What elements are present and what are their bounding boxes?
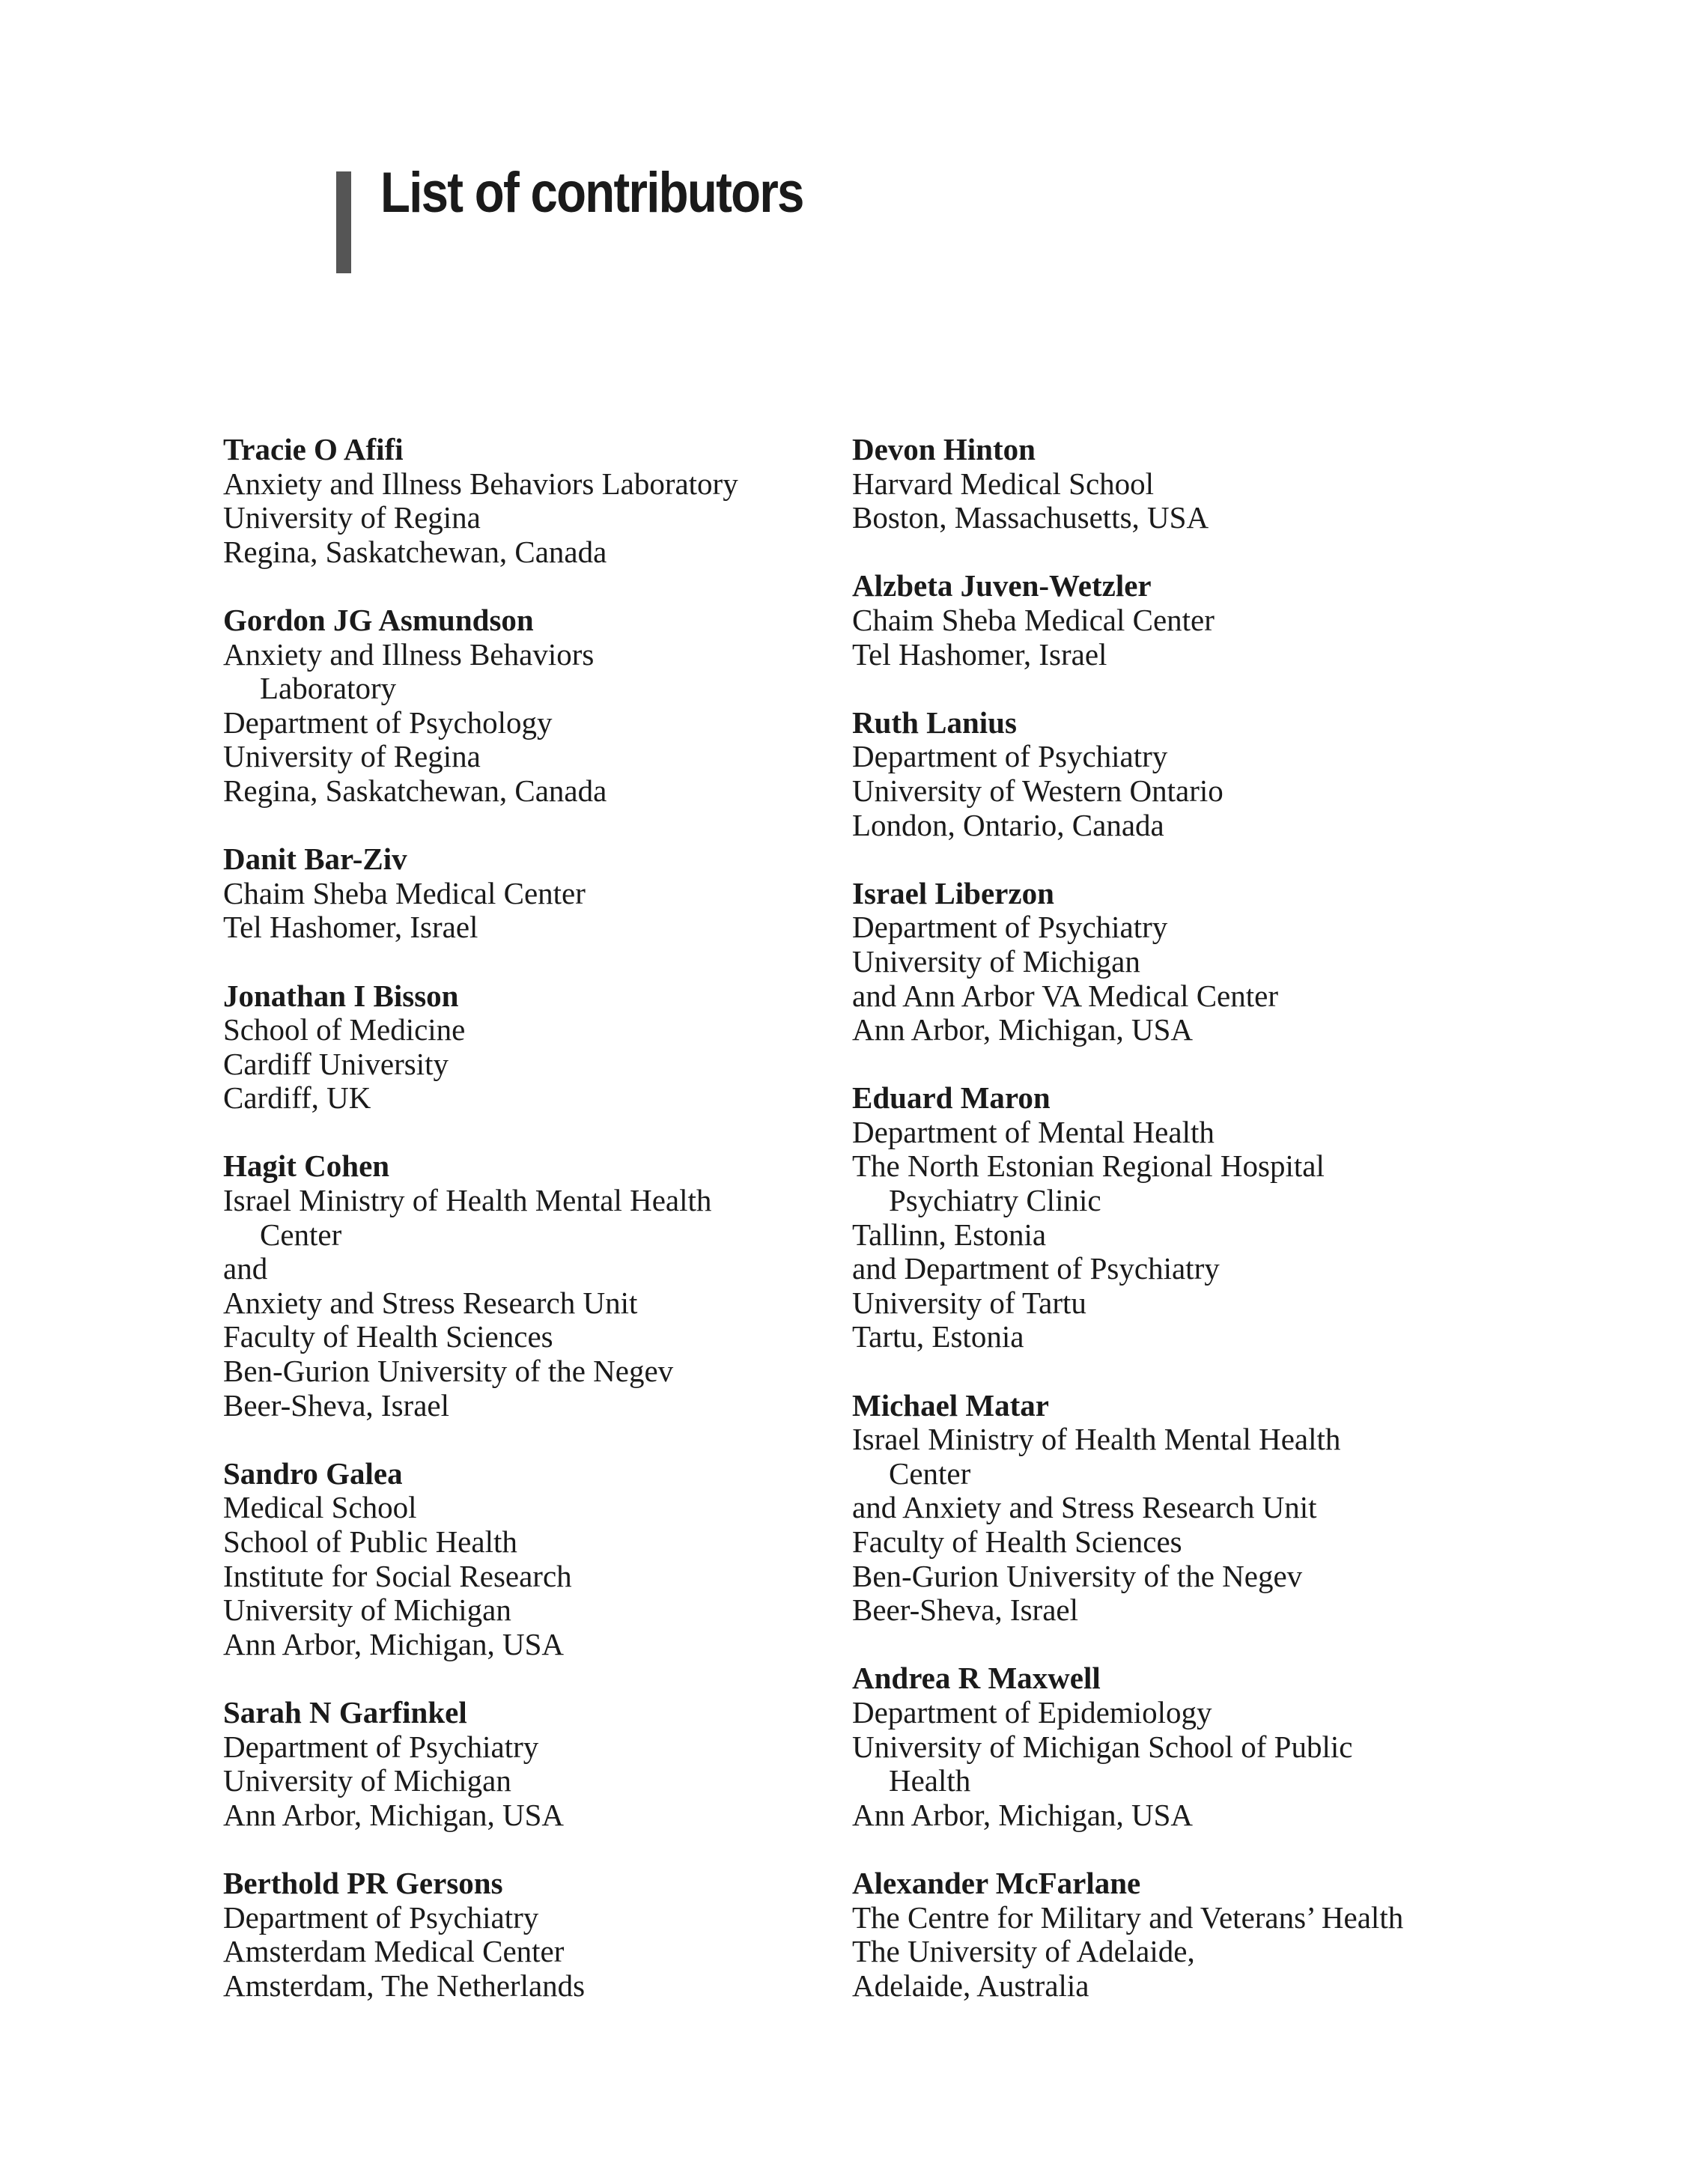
affiliation-line: Department of Psychiatry bbox=[223, 1729, 539, 1764]
contributors-left-column bbox=[223, 433, 792, 2003]
contributor-entry bbox=[852, 1389, 1661, 1628]
contributor-name: Eduard Maron bbox=[852, 1080, 1051, 1116]
affiliation-line: Cardiff University bbox=[223, 1046, 449, 1081]
affiliation-line: London, Ontario, Canada bbox=[852, 807, 1164, 842]
affiliation-line: Regina, Saskatchewan, Canada bbox=[223, 534, 607, 569]
affiliation-line: School of Medicine bbox=[223, 1012, 466, 1047]
affiliation-line: University of Michigan bbox=[223, 1593, 511, 1628]
affiliation-line: Boston, Massachusetts, USA bbox=[852, 500, 1209, 535]
contributor-entry bbox=[223, 1457, 792, 1662]
affiliation-line: Laboratory bbox=[260, 671, 397, 706]
affiliation-line: Ann Arbor, Michigan, USA bbox=[852, 1012, 1194, 1047]
contributor-entry bbox=[223, 1867, 792, 2003]
contributor-entry bbox=[852, 1661, 1661, 1832]
contributor-name: Sandro Galea bbox=[223, 1456, 403, 1491]
affiliation-line: Chaim Sheba Medical Center bbox=[223, 875, 586, 910]
affiliation-line: Adelaide, Australia bbox=[852, 1968, 1089, 2003]
contributor-name: Berthold PR Gersons bbox=[223, 1865, 503, 1900]
contributor-entry bbox=[852, 1867, 1661, 2003]
contributor-name: Andrea R Maxwell bbox=[852, 1661, 1101, 1696]
contributor-name: Devon Hinton bbox=[852, 432, 1036, 466]
affiliation-line: University of Michigan bbox=[223, 1763, 511, 1798]
affiliation-line: Anxiety and Stress Research Unit bbox=[223, 1285, 638, 1320]
affiliation-line: Medical School bbox=[223, 1490, 417, 1525]
affiliation-line: and bbox=[223, 1251, 268, 1286]
page-title: List of contributors bbox=[380, 161, 803, 225]
contributor-name: Jonathan I Bisson bbox=[223, 978, 459, 1013]
affiliation-line: Ann Arbor, Michigan, USA bbox=[852, 1797, 1194, 1832]
affiliation-line: School of Public Health bbox=[223, 1524, 517, 1559]
contributor-name: Michael Matar bbox=[852, 1387, 1049, 1423]
contributor-name: Hagit Cohen bbox=[223, 1149, 390, 1184]
affiliation-line: Tartu, Estonia bbox=[852, 1319, 1024, 1354]
affiliation-line: Ben-Gurion University of the Negev bbox=[223, 1354, 674, 1389]
contributor-entry bbox=[223, 1696, 792, 1832]
affiliation-line: Faculty of Health Sciences bbox=[852, 1524, 1182, 1559]
affiliation-line: Center bbox=[260, 1217, 342, 1252]
affiliation-line: Israel Ministry of Health Mental Health bbox=[223, 1183, 712, 1218]
contributor-entry bbox=[223, 1149, 792, 1423]
affiliation-line: Tel Hashomer, Israel bbox=[223, 910, 478, 945]
affiliation-line: Cardiff, UK bbox=[223, 1080, 371, 1116]
contributor-entry bbox=[852, 433, 1661, 535]
affiliation-line: Anxiety and Illness Behaviors bbox=[223, 636, 595, 672]
title-accent-bar bbox=[336, 171, 351, 273]
affiliation-line: University of Western Ontario bbox=[852, 773, 1224, 808]
contributor-entry bbox=[223, 842, 792, 945]
contributor-name: Sarah N Garfinkel bbox=[223, 1694, 467, 1730]
contributor-name: Alexander McFarlane bbox=[852, 1865, 1141, 1900]
contributor-name: Danit Bar-Ziv bbox=[223, 842, 407, 877]
affiliation-line: Beer-Sheva, Israel bbox=[223, 1387, 449, 1423]
affiliation-line: Department of Psychiatry bbox=[852, 739, 1168, 774]
affiliation-line: Tel Hashomer, Israel bbox=[852, 636, 1107, 672]
affiliation-line: University of Michigan bbox=[852, 943, 1140, 979]
affiliation-line: Amsterdam, The Netherlands bbox=[223, 1968, 586, 2003]
affiliation-line: The Centre for Military and Veterans’ Health bbox=[852, 1899, 1404, 1935]
affiliation-line: University of Regina bbox=[223, 739, 481, 774]
contributor-entry bbox=[223, 433, 792, 569]
affiliation-line: Institute for Social Research bbox=[223, 1558, 572, 1593]
contributor-name: Israel Liberzon bbox=[852, 875, 1054, 910]
affiliation-line: University of Regina bbox=[223, 500, 481, 535]
affiliation-line: University of Tartu bbox=[852, 1285, 1086, 1320]
contributor-name: Alzbeta Juven-Wetzler bbox=[852, 568, 1152, 603]
contributor-entry bbox=[223, 979, 792, 1116]
contributor-entry bbox=[852, 1081, 1661, 1354]
contributors-right-column bbox=[852, 433, 1661, 2003]
affiliation-line: Ann Arbor, Michigan, USA bbox=[223, 1797, 565, 1832]
affiliation-line: Department of Psychiatry bbox=[852, 910, 1168, 945]
affiliation-line: Department of Mental Health bbox=[852, 1114, 1215, 1149]
affiliation-line: Tallinn, Estonia bbox=[852, 1217, 1047, 1252]
affiliation-line: Israel Ministry of Health Mental Health bbox=[852, 1422, 1341, 1457]
affiliation-line: Chaim Sheba Medical Center bbox=[852, 602, 1215, 637]
affiliation-line: Department of Psychiatry bbox=[223, 1899, 539, 1935]
affiliation-line: The North Estonian Regional Hospital bbox=[852, 1149, 1325, 1184]
affiliation-line: Health bbox=[889, 1763, 971, 1798]
affiliation-line: Center bbox=[889, 1456, 971, 1491]
affiliation-line: University of Michigan School of Public bbox=[852, 1729, 1353, 1764]
contributor-entry bbox=[852, 706, 1661, 842]
affiliation-line: Ann Arbor, Michigan, USA bbox=[223, 1626, 565, 1661]
contributor-entry bbox=[852, 569, 1661, 672]
affiliation-line: Amsterdam Medical Center bbox=[223, 1934, 565, 1969]
affiliation-line: Psychiatry Clinic bbox=[889, 1183, 1101, 1218]
affiliation-line: Anxiety and Illness Behaviors Laboratory bbox=[223, 466, 738, 501]
affiliation-line: The University of Adelaide, bbox=[852, 1934, 1195, 1969]
affiliation-line: Regina, Saskatchewan, Canada bbox=[223, 773, 607, 808]
contributor-name: Ruth Lanius bbox=[852, 705, 1017, 740]
affiliation-line: Ben-Gurion University of the Negev bbox=[852, 1558, 1303, 1593]
affiliation-line: Department of Psychology bbox=[223, 705, 553, 740]
affiliation-line: and Department of Psychiatry bbox=[852, 1251, 1220, 1286]
contributor-name: Gordon JG Asmundson bbox=[223, 602, 534, 637]
affiliation-line: Harvard Medical School bbox=[852, 466, 1155, 501]
affiliation-line: Faculty of Health Sciences bbox=[223, 1319, 553, 1354]
affiliation-line: Department of Epidemiology bbox=[852, 1694, 1212, 1730]
contributor-name: Tracie O Afifi bbox=[223, 432, 404, 466]
affiliation-line: Beer-Sheva, Israel bbox=[852, 1593, 1078, 1628]
affiliation-line: and Ann Arbor VA Medical Center bbox=[852, 978, 1278, 1013]
contributor-entry bbox=[852, 877, 1661, 1047]
affiliation-line: and Anxiety and Stress Research Unit bbox=[852, 1490, 1317, 1525]
contributor-entry bbox=[223, 603, 792, 809]
